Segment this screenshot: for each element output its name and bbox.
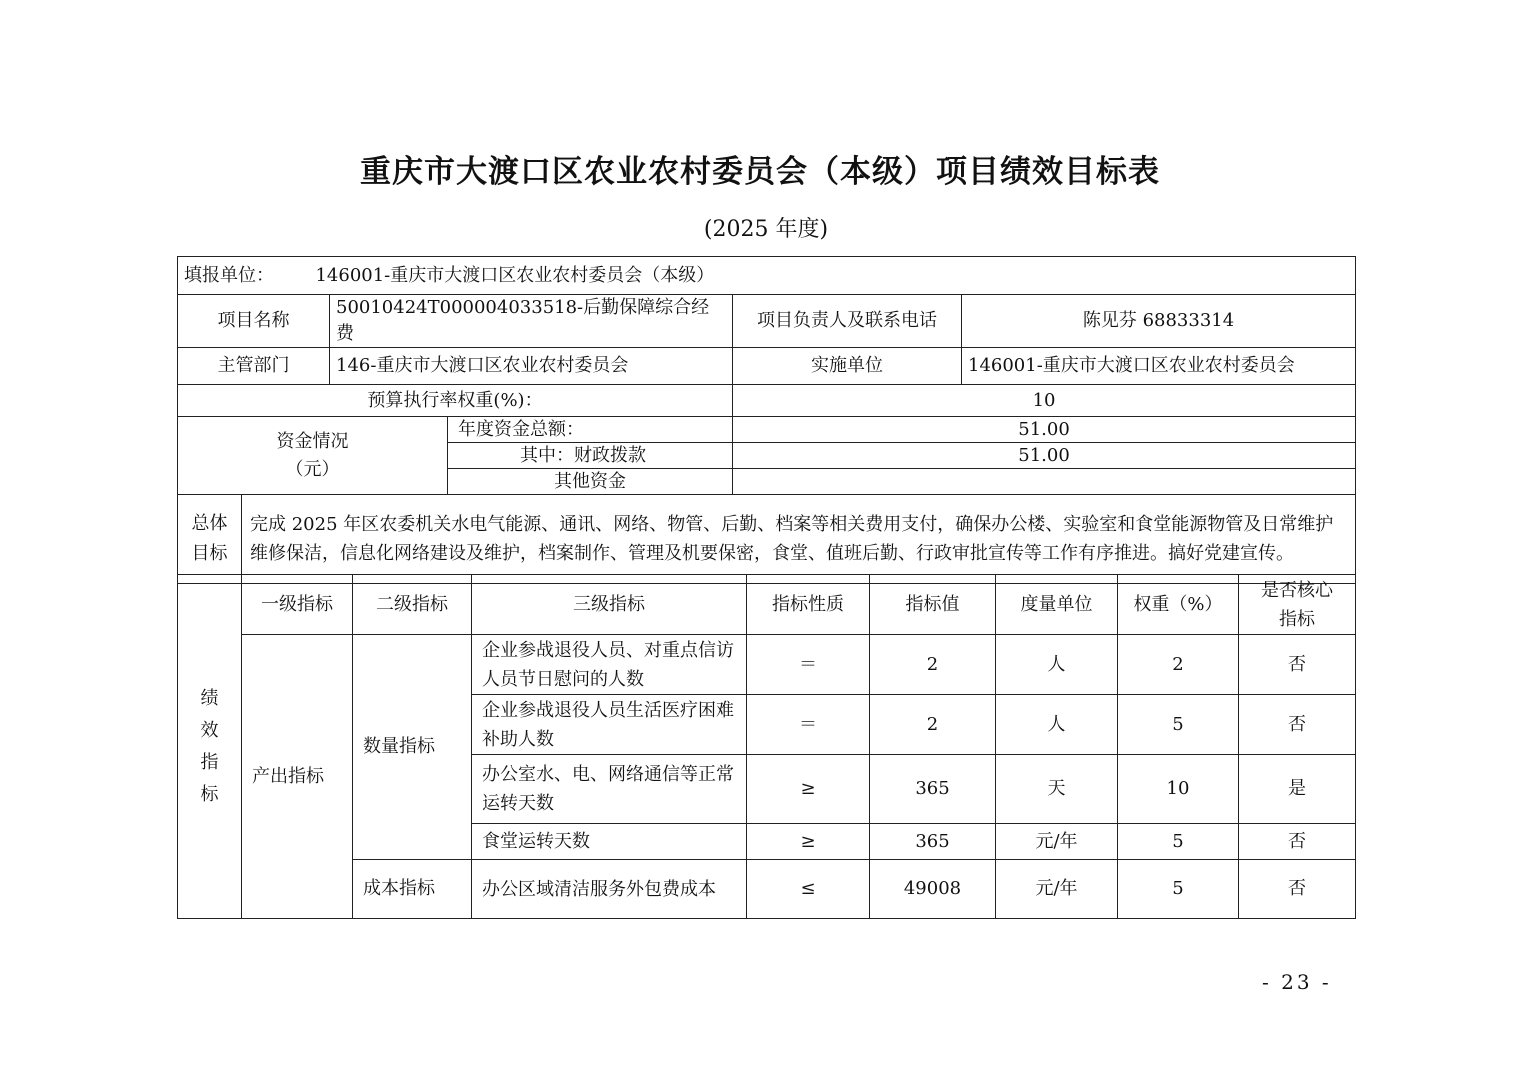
indicator-name-4: 食堂运转天数 xyxy=(472,824,747,860)
side-char-1: 绩 xyxy=(200,687,219,709)
project-info-table xyxy=(177,256,1356,584)
document-subtitle: (2025 年度) xyxy=(703,217,829,242)
indicator-unit-4: 元/年 xyxy=(996,824,1118,860)
project-leader-label: 项目负责人及联系电话 xyxy=(733,295,962,348)
indicator-core-4: 否 xyxy=(1239,824,1356,860)
header-core: 是否核心指标 xyxy=(1239,575,1356,635)
indicator-nature-1: ＝ xyxy=(747,635,870,695)
indicator-name-2: 企业参战退役人员生活医疗困难补助人数 xyxy=(472,695,747,755)
indicator-nature-5: ≤ xyxy=(747,860,870,919)
indicator-weight-4: 5 xyxy=(1118,824,1239,860)
level2-cost: 成本指标 xyxy=(353,860,472,919)
annual-total-value: 51.00 xyxy=(733,417,1356,443)
header-unit: 度量单位 xyxy=(996,575,1118,635)
indicator-unit-3: 天 xyxy=(996,755,1118,824)
indicator-core-3: 是 xyxy=(1239,755,1356,824)
indicator-value-5: 49008 xyxy=(870,860,996,919)
level2-quantity: 数量指标 xyxy=(353,635,472,860)
indicator-value-4: 365 xyxy=(870,824,996,860)
fiscal-label: 其中：财政拨款 xyxy=(448,443,733,469)
overall-goal-text: 完成 2025 年区农委机关水电气能源、通讯、网络、物管、后勤、档案等相关费用支付，确保办公楼、实验室和食堂能源物管及日常维护维修保洁，信息化网络建设及维护，档案制作、管理及机要保密，食堂、值班后勤、行政审批宣传等工作有序推进。搞好党建宣传。 xyxy=(242,495,1356,584)
header-value: 指标值 xyxy=(870,575,996,635)
indicator-weight-3: 10 xyxy=(1118,755,1239,824)
side-char-4: 标 xyxy=(200,783,219,805)
project-name-label: 项目名称 xyxy=(178,295,330,348)
level1-output: 产出指标 xyxy=(242,635,353,919)
indicator-unit-1: 人 xyxy=(996,635,1118,695)
indicator-weight-1: 2 xyxy=(1118,635,1239,695)
reporting-unit-row xyxy=(178,257,1356,295)
document-title: 重庆市大渡口区农业农村委员会（本级）项目绩效目标表 xyxy=(360,154,1160,190)
performance-side-label xyxy=(178,575,242,919)
project-leader-value: 陈见芬 68833314 xyxy=(962,295,1356,348)
indicator-name-1: 企业参战退役人员、对重点信访人员节日慰问的人数 xyxy=(472,635,747,695)
reporting-unit-label: 填报单位： xyxy=(184,264,274,286)
indicator-name-5: 办公区域清洁服务外包费成本 xyxy=(472,860,747,919)
funds-label-line1: 资金情况 xyxy=(276,430,349,452)
indicator-nature-3: ≥ xyxy=(747,755,870,824)
header-level3: 三级指标 xyxy=(472,575,747,635)
overall-goal-label-line2: 目标 xyxy=(191,543,228,564)
indicator-name-3: 办公室水、电、网络通信等正常运转天数 xyxy=(472,755,747,824)
performance-indicator-table xyxy=(177,574,1356,919)
project-name-value: 50010424T000004033518-后勤保障综合经费 xyxy=(330,295,733,348)
indicator-weight-5: 5 xyxy=(1118,860,1239,919)
overall-goal-label xyxy=(178,495,242,584)
indicator-core-1: 否 xyxy=(1239,635,1356,695)
side-char-2: 效 xyxy=(200,719,219,741)
indicator-value-1: 2 xyxy=(870,635,996,695)
impl-unit-value: 146001-重庆市大渡口区农业农村委员会 xyxy=(962,348,1356,385)
dept-value: 146-重庆市大渡口区农业农村委员会 xyxy=(330,348,733,385)
header-level1: 一级指标 xyxy=(242,575,353,635)
dept-label: 主管部门 xyxy=(178,348,330,385)
header-weight: 权重（%） xyxy=(1118,575,1239,635)
other-funds-label: 其他资金 xyxy=(448,469,733,495)
indicator-core-2: 否 xyxy=(1239,695,1356,755)
impl-unit-label: 实施单位 xyxy=(733,348,962,385)
indicator-core-5: 否 xyxy=(1239,860,1356,919)
annual-total-label: 年度资金总额： xyxy=(448,417,733,443)
indicator-value-3: 365 xyxy=(870,755,996,824)
overall-goal-label-line1: 总体 xyxy=(191,513,228,534)
header-nature: 指标性质 xyxy=(747,575,870,635)
indicator-unit-5: 元/年 xyxy=(996,860,1118,919)
funds-label xyxy=(178,417,448,495)
other-funds-value xyxy=(733,469,1356,495)
budget-weight-label: 预算执行率权重(%)： xyxy=(178,385,733,417)
header-level2: 二级指标 xyxy=(353,575,472,635)
indicator-weight-2: 5 xyxy=(1118,695,1239,755)
indicator-unit-2: 人 xyxy=(996,695,1118,755)
fiscal-value: 51.00 xyxy=(733,443,1356,469)
funds-label-line2: （元） xyxy=(285,458,340,480)
indicator-nature-4: ≥ xyxy=(747,824,870,860)
budget-weight-value: 10 xyxy=(733,385,1356,417)
indicator-value-2: 2 xyxy=(870,695,996,755)
indicator-nature-2: ＝ xyxy=(747,695,870,755)
side-char-3: 指 xyxy=(200,751,219,773)
reporting-unit-value: 146001-重庆市大渡口区农业农村委员会（本级） xyxy=(315,264,715,286)
page-number: - 23 - xyxy=(1262,970,1332,994)
